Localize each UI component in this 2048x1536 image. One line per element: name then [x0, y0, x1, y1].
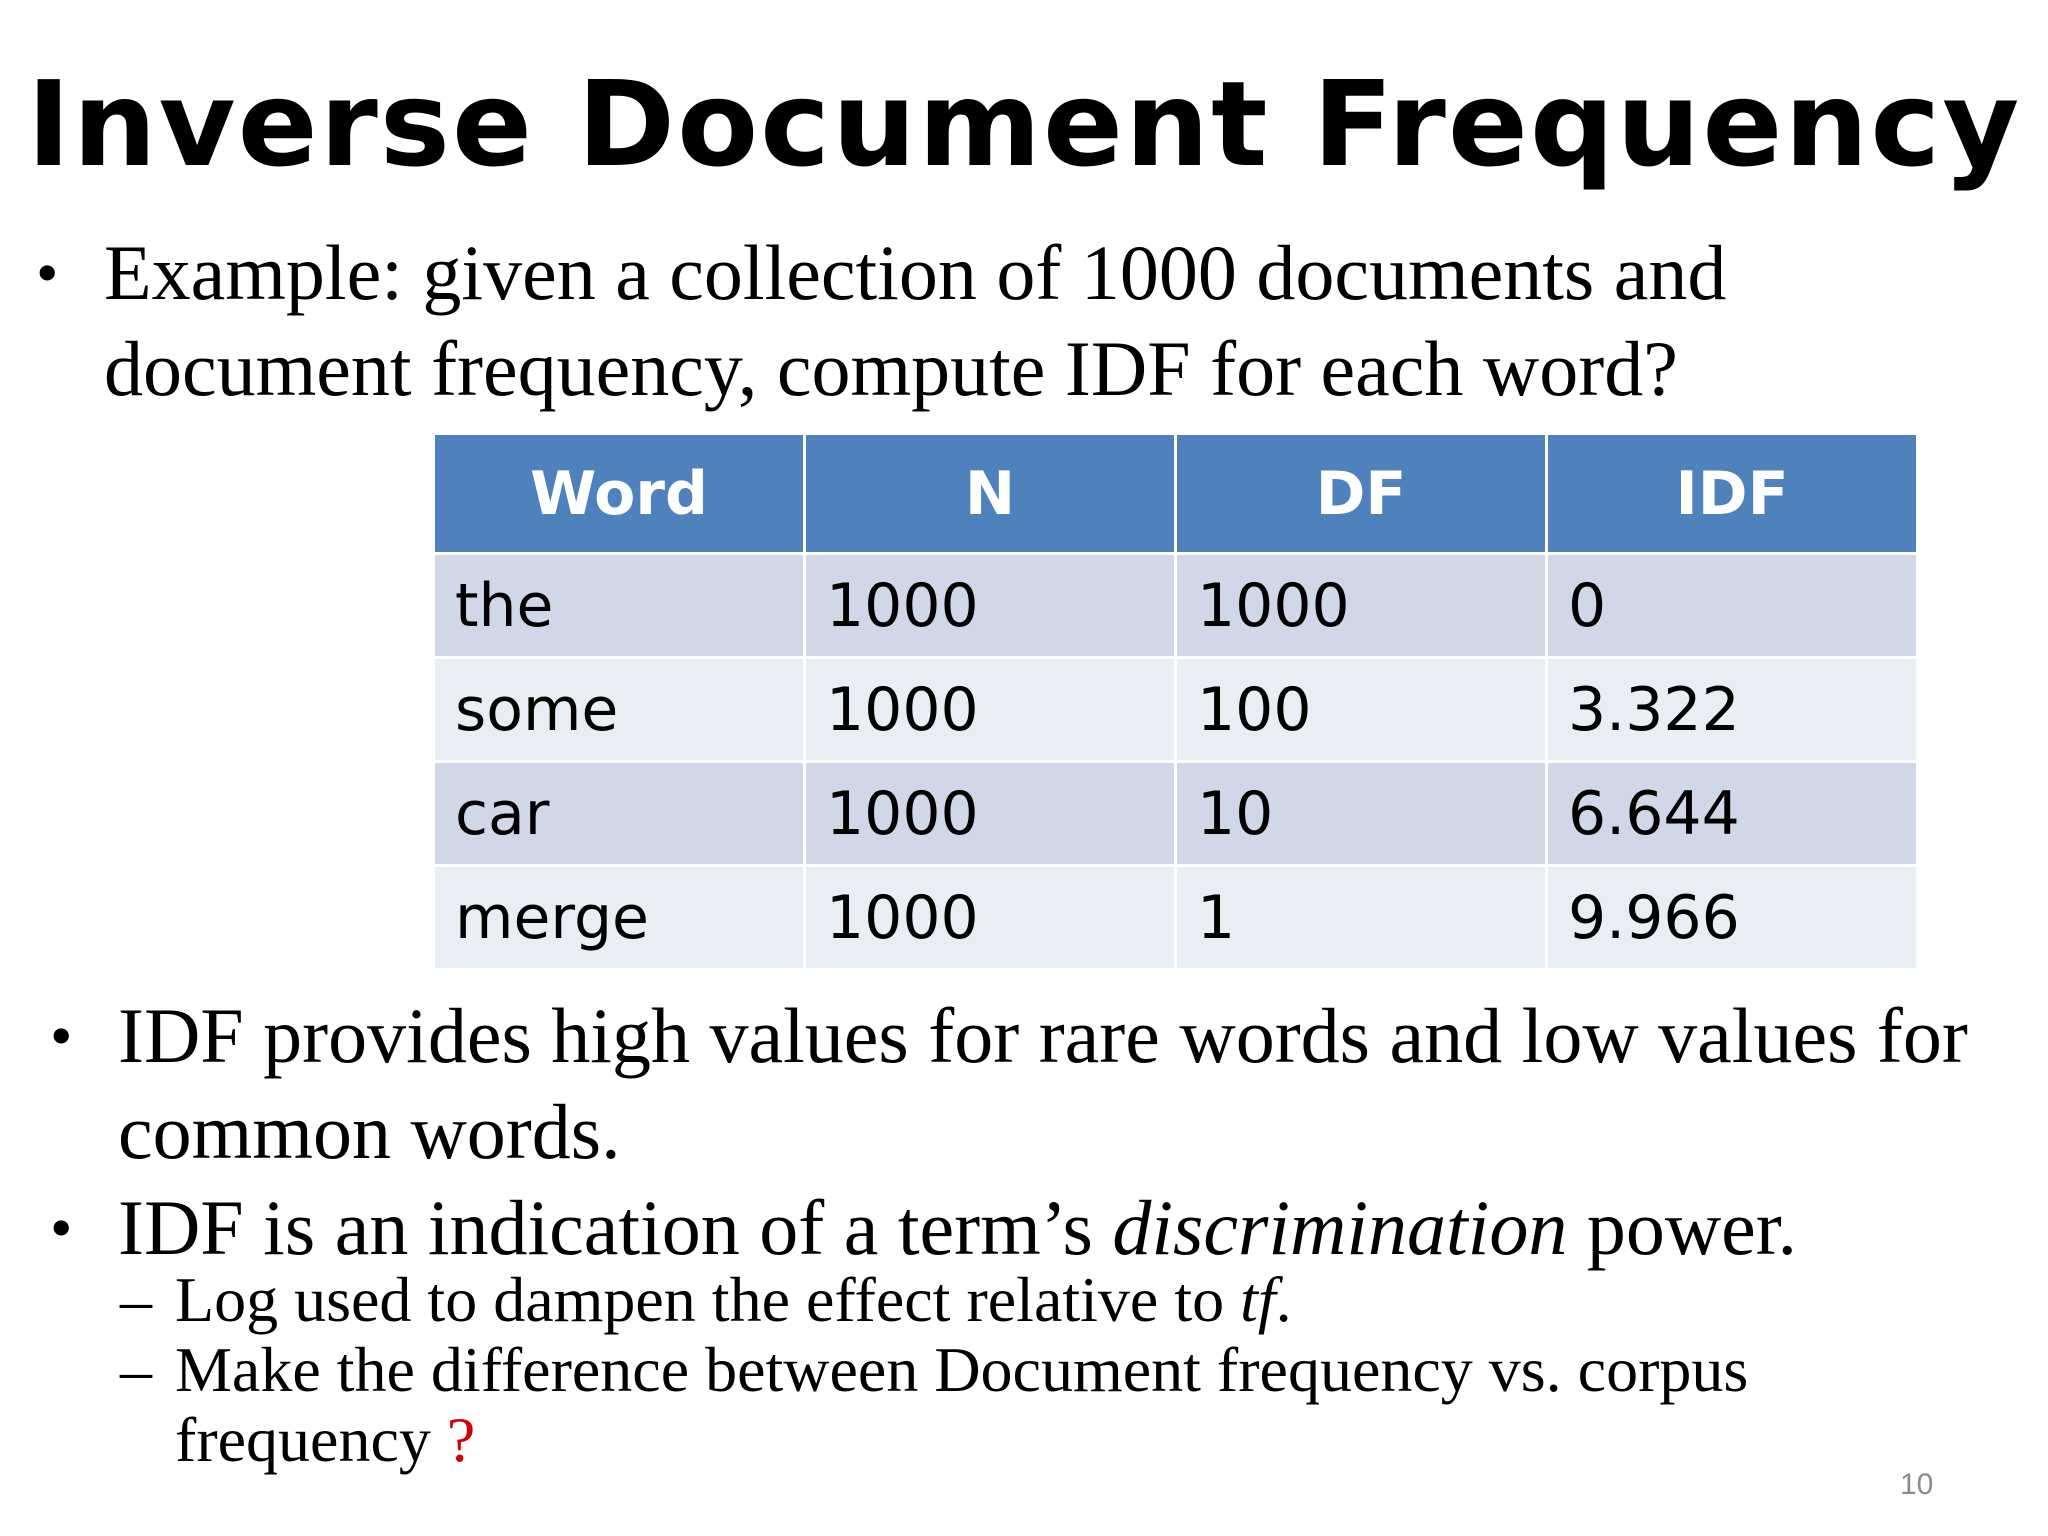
- table-header-row: [434, 434, 1918, 554]
- header-word: Word: [434, 434, 805, 554]
- cell-df: 100: [1176, 658, 1547, 762]
- cell-idf: 0: [1547, 554, 1918, 658]
- header-idf: IDF: [1547, 434, 1918, 554]
- idf-table: [432, 432, 1919, 971]
- sub-bullet-difference-text: [175, 1335, 1975, 1475]
- bullet-dot: •: [50, 1192, 73, 1263]
- table-row: [434, 554, 1918, 658]
- red-question-mark: ?: [446, 1404, 476, 1475]
- bullet-discrimination-text: [118, 1180, 1797, 1276]
- sub-bullet-log-text: [175, 1265, 1975, 1335]
- cell-df: 1: [1176, 866, 1547, 970]
- cell-word: merge: [434, 866, 805, 970]
- text-part: power.: [1567, 1184, 1797, 1271]
- cell-word: some: [434, 658, 805, 762]
- cell-n: 1000: [805, 658, 1176, 762]
- text-part: Make the difference between Document frequency vs. corpus frequency: [175, 1334, 1749, 1475]
- bullet-dot: •: [36, 237, 59, 308]
- table-row: [434, 658, 1918, 762]
- sub-bullet-dash: –: [120, 1334, 152, 1405]
- bullet-rare-common-text: IDF provides high values for rare words and low values for common words.: [118, 992, 1968, 1175]
- bullet-dot: •: [50, 1000, 73, 1071]
- header-n: N: [805, 434, 1176, 554]
- header-df: DF: [1176, 434, 1547, 554]
- slide-title: Inverse Document Frequency: [26, 55, 2022, 193]
- table-row: [434, 762, 1918, 866]
- cell-n: 1000: [805, 866, 1176, 970]
- cell-n: 1000: [805, 554, 1176, 658]
- cell-idf: 6.644: [1547, 762, 1918, 866]
- emphasis-tf: tf: [1240, 1264, 1276, 1335]
- cell-word: the: [434, 554, 805, 658]
- table-row: [434, 866, 1918, 970]
- text-part: IDF is an indication of a term’s: [118, 1184, 1113, 1271]
- bullet-example-text: Example: given a collection of 1000 documents and document frequency, compute IDF for each word?: [104, 229, 1727, 412]
- cell-n: 1000: [805, 762, 1176, 866]
- cell-df: 10: [1176, 762, 1547, 866]
- text-part: Log used to dampen the effect relative to: [175, 1264, 1241, 1335]
- text-part: .: [1275, 1264, 1292, 1335]
- emphasis-discrimination: discrimination: [1112, 1184, 1568, 1271]
- cell-idf: 3.322: [1547, 658, 1918, 762]
- cell-idf: 9.966: [1547, 866, 1918, 970]
- cell-word: car: [434, 762, 805, 866]
- cell-df: 1000: [1176, 554, 1547, 658]
- page-number: 10: [1900, 1468, 1934, 1501]
- sub-bullet-dash: –: [120, 1264, 152, 1335]
